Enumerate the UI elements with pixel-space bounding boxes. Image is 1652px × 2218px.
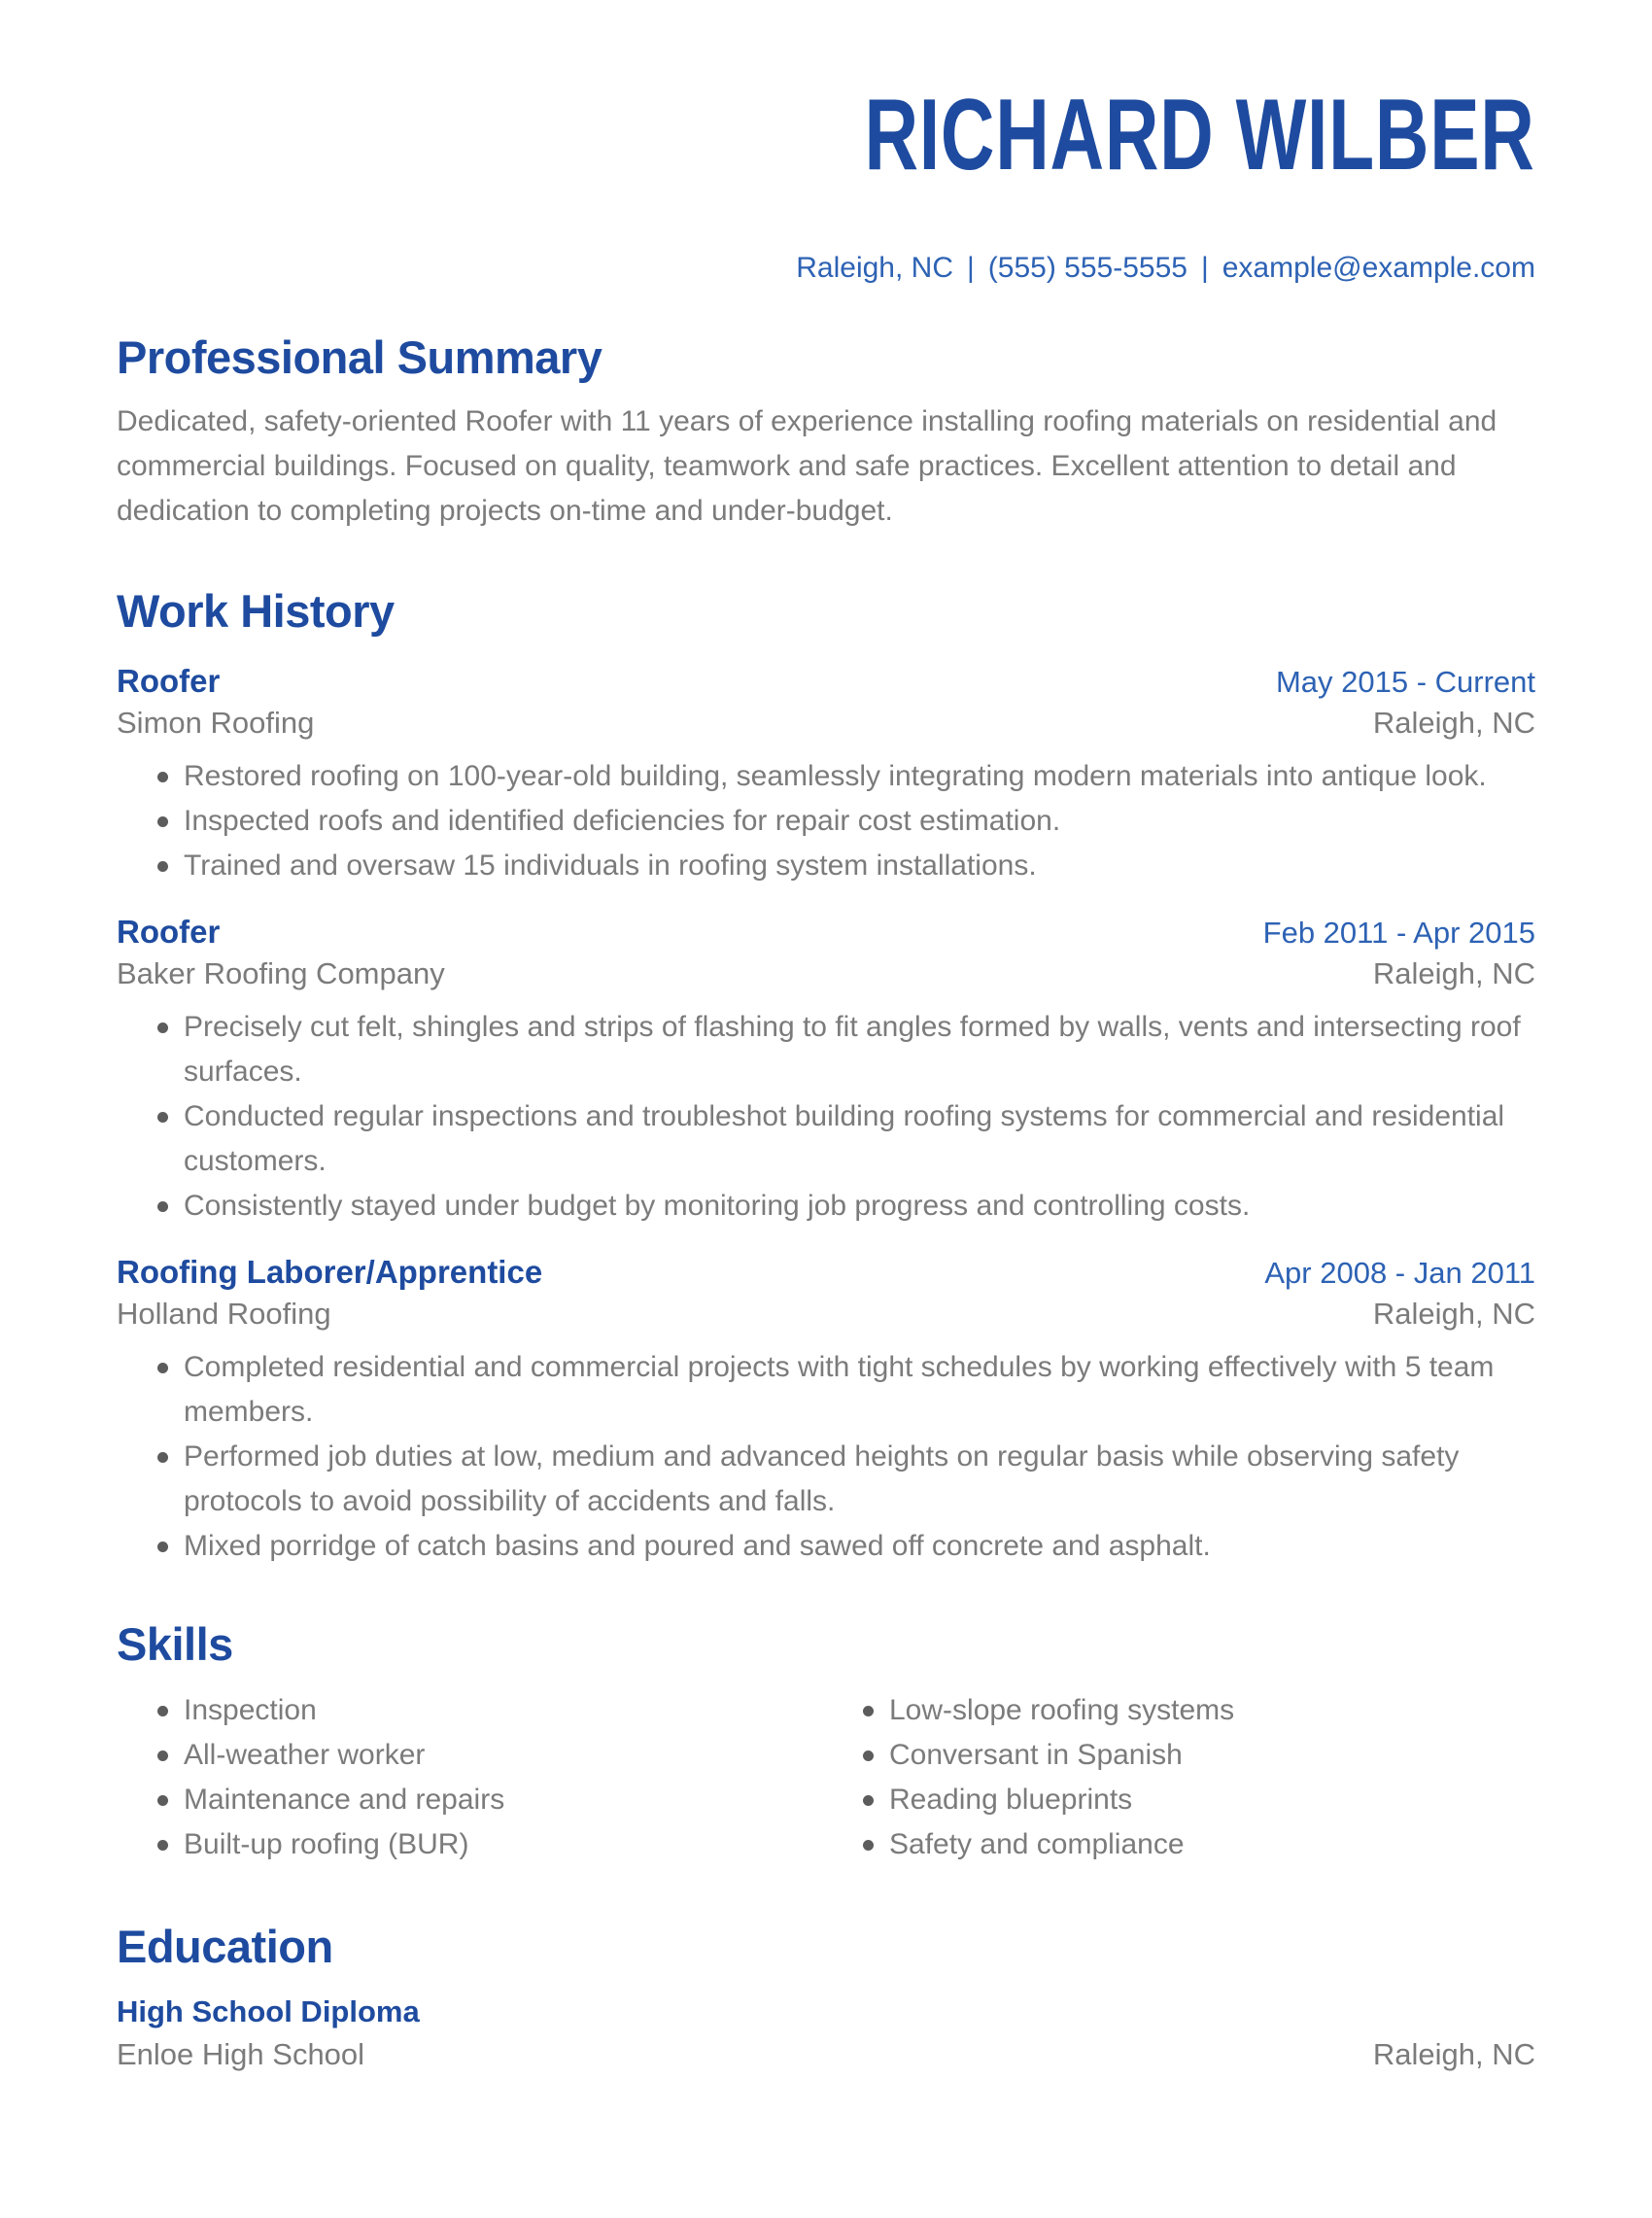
job-bullet-list <box>117 1345 1535 1569</box>
education-location: Raleigh, NC <box>1372 2037 1535 2071</box>
candidate-name <box>117 80 1535 191</box>
bullet-icon <box>863 1706 874 1716</box>
skills-section <box>117 1617 1535 1867</box>
job-bullet: Trained and oversaw 15 individuals in roofing system installations. <box>157 844 1535 888</box>
job-company-row <box>117 956 1535 991</box>
contact-separator: | <box>1200 252 1209 284</box>
job-location: Raleigh, NC <box>1372 706 1535 740</box>
bullet-icon <box>157 1201 168 1212</box>
job-entry <box>117 663 1535 888</box>
skill-item: Maintenance and repairs <box>157 1778 822 1822</box>
skill-item: All-weather worker <box>157 1733 822 1778</box>
bullet-icon <box>157 1750 168 1761</box>
bullet-icon <box>863 1750 874 1761</box>
job-bullet: Conducted regular inspections and troubleshot building roofing systems for commercial and residential customers. <box>157 1094 1535 1184</box>
job-company: Baker Roofing Company <box>117 956 445 990</box>
skills-column-right <box>822 1688 1535 1867</box>
job-title-row <box>117 663 1535 700</box>
job-title: Roofer <box>117 914 221 950</box>
education-degree: High School Diploma <box>117 1994 420 2028</box>
skill-item: Built-up roofing (BUR) <box>157 1822 822 1867</box>
bullet-icon <box>157 861 168 872</box>
job-company: Simon Roofing <box>117 706 315 740</box>
job-bullet-list <box>117 754 1535 888</box>
education-school: Enloe High School <box>117 2037 365 2071</box>
education-school-row <box>117 2037 1535 2072</box>
bullet-icon <box>157 816 168 827</box>
job-bullet: Completed residential and commercial projects with tight schedules by working effectively with 5 team members. <box>157 1345 1535 1435</box>
contact-separator: | <box>966 252 975 284</box>
job-company: Holland Roofing <box>117 1297 331 1331</box>
skill-item: Low-slope roofing systems <box>863 1688 1535 1733</box>
bullet-icon <box>863 1795 874 1806</box>
skills-column-left <box>117 1688 822 1867</box>
job-entry <box>117 1254 1535 1569</box>
bullet-icon <box>157 1022 168 1033</box>
job-company-row <box>117 706 1535 741</box>
skill-item: Conversant in Spanish <box>863 1733 1535 1778</box>
contact-phone: (555) 555-5555 <box>987 252 1187 284</box>
job-bullet: Precisely cut felt, shingles and strips of flashing to fit angles formed by walls, vents and intersecting roof surfaces. <box>157 1005 1535 1094</box>
resume-header <box>117 80 1535 290</box>
professional-summary-section <box>117 330 1535 534</box>
resume-page <box>0 80 1652 2218</box>
job-title-row <box>117 914 1535 951</box>
job-location: Raleigh, NC <box>1372 1297 1535 1331</box>
bullet-icon <box>157 772 168 782</box>
job-dates: May 2015 - Current <box>1275 665 1535 699</box>
job-title: Roofer <box>117 663 221 699</box>
skill-item: Inspection <box>157 1688 822 1733</box>
job-bullet: Restored roofing on 100-year-old building, seamlessly integrating modern materials into antique look. <box>157 754 1535 799</box>
contact-line <box>117 247 1535 290</box>
work-history-heading: Work History <box>117 585 395 637</box>
professional-summary-heading: Professional Summary <box>117 331 602 383</box>
job-dates: Feb 2011 - Apr 2015 <box>1262 916 1535 950</box>
job-title: Roofing Laborer/Apprentice <box>117 1254 543 1290</box>
bullet-icon <box>863 1840 874 1851</box>
bullet-icon <box>157 1706 168 1716</box>
candidate-name-text: RICHARD WILBER <box>864 79 1535 191</box>
skill-item: Safety and compliance <box>863 1822 1535 1867</box>
job-bullet: Inspected roofs and identified deficiencies for repair cost estimation. <box>157 799 1535 844</box>
job-company-row <box>117 1297 1535 1332</box>
bullet-icon <box>157 1112 168 1123</box>
bullet-icon <box>157 1795 168 1806</box>
professional-summary-text: Dedicated, safety-oriented Roofer with 11 years of experience installing roofing materials on residential and commercial buildings. Focused on quality, teamwork and safe practices. Excellent attention to detail and dedication to completing projects on-time and under-budget. <box>117 405 1497 527</box>
job-bullet: Consistently stayed under budget by monitoring job progress and controlling costs. <box>157 1184 1535 1229</box>
bullet-icon <box>157 1542 168 1552</box>
bullet-icon <box>157 1840 168 1851</box>
contact-location: Raleigh, NC <box>796 252 953 284</box>
job-bullet: Performed job duties at low, medium and advanced heights on regular basis while observing safety protocols to avoid possibility of accidents and falls. <box>157 1435 1535 1524</box>
skill-item: Reading blueprints <box>863 1778 1535 1822</box>
job-entry <box>117 914 1535 1229</box>
job-title-row <box>117 1254 1535 1291</box>
work-history-section <box>117 584 1535 1569</box>
bullet-icon <box>157 1452 168 1463</box>
education-heading: Education <box>117 1921 333 1972</box>
job-bullet-list <box>117 1005 1535 1229</box>
job-dates: Apr 2008 - Jan 2011 <box>1264 1256 1535 1290</box>
contact-email: example@example.com <box>1222 252 1535 284</box>
job-location: Raleigh, NC <box>1372 956 1535 990</box>
bullet-icon <box>157 1363 168 1373</box>
job-bullet: Mixed porridge of catch basins and poured and sawed off concrete and asphalt. <box>157 1524 1535 1569</box>
skills-heading: Skills <box>117 1618 233 1670</box>
education-section <box>117 1920 1535 2072</box>
skills-columns <box>117 1675 1535 1867</box>
